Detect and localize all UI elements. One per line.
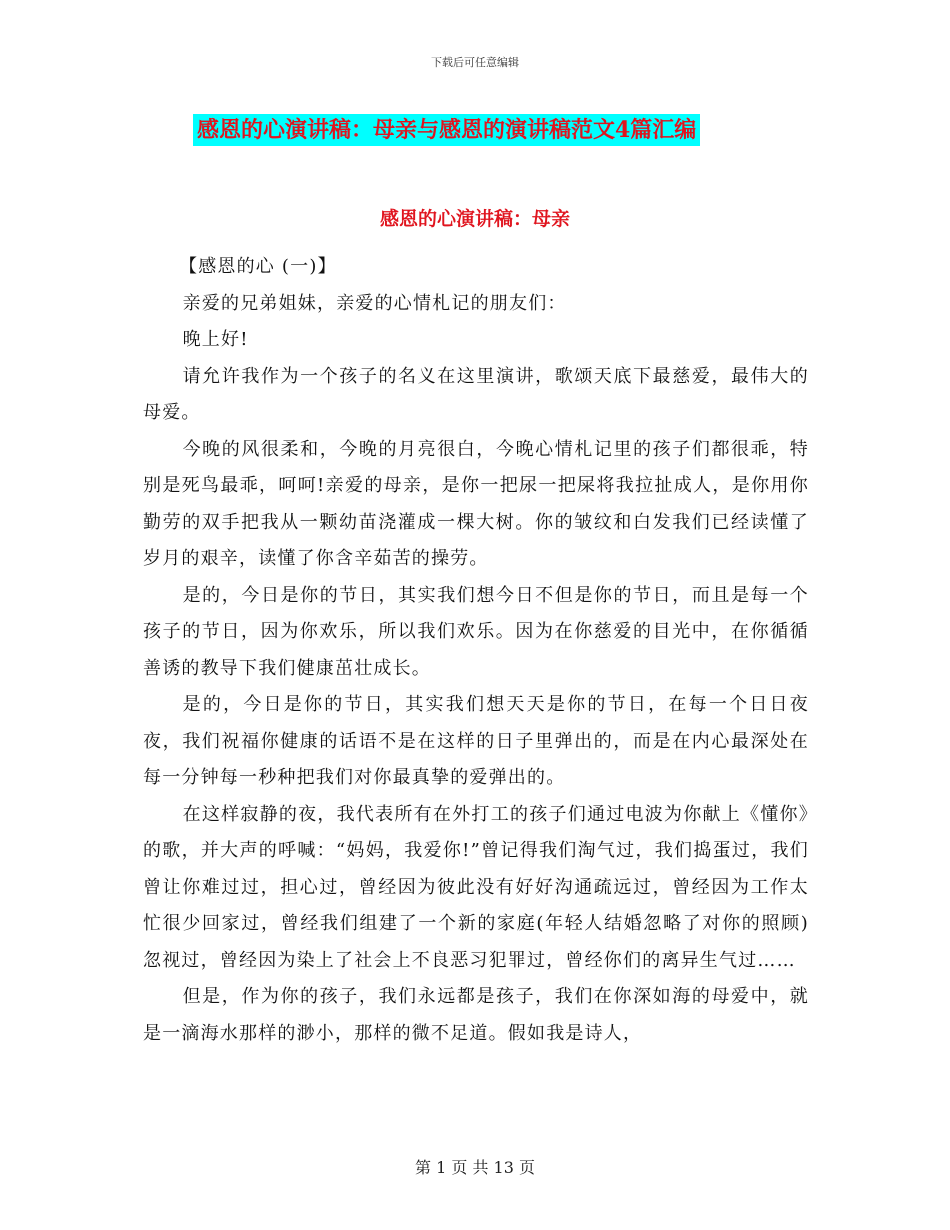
paragraph: 是的，今日是你的节日，其实我们想今日不但是你的节日，而且是每一个孩子的节日，因为你欢乐，所以我们欢乐。因为在你慈爱的目光中，在你循循善诱的教导下我们健康茁壮成长。 [143,584,809,679]
paragraph: 但是，作为你的孩子，我们永远都是孩子，我们在你深如海的母爱中，就是一滴海水那样的渺小，那样的微不足道。假如我是诗人， [143,986,809,1044]
paragraph: 在这样寂静的夜，我代表所有在外打工的孩子们通过电波为你献上《懂你》的歌，并大声的呼喊：“妈妈，我爱你!”曾记得我们淘气过，我们捣蛋过，我们曾让你难过过，担心过，曾经因为彼此没有好好沟通疏远过，曾经因为工作太忙很少回家过，曾经我们组建了一个新的家庭(年轻人结婚忽略了对你的照顾)忽视过，曾经因为染上了社会上不良恶习犯罪过，曾经你们的离异生气过…… [143,803,809,971]
header-note: 下载后可任意编辑 [431,56,519,69]
paragraph: 请允许我作为一个孩子的名义在这里演讲，歌颂天底下最慈爱，最伟大的母爱。 [143,365,809,423]
section-label: 【感恩的心 (一)】 [179,256,337,277]
paragraph: 晚上好! [182,329,249,350]
paragraph: 今晚的风很柔和，今晚的月亮很白，今晚心情札记里的孩子们都很乖，特别是死鸟最乖，呵呵!亲爱的母亲，是你一把尿一把屎将我拉扯成人，是你用你勤劳的双手把我从一颗幼苗浇灌成一棵大树。你的皱纹和白发我们已经读懂了岁月的艰辛，读懂了你含辛茹苦的操劳。 [143,438,809,569]
paragraph: 亲爱的兄弟姐妹，亲爱的心情札记的朋友们： [182,292,567,314]
paragraph: 是的，今日是你的节日，其实我们想天天是你的节日，在每一个日日夜夜，我们祝福你健康的话语不是在这样的日子里弹出的，而是在内心最深处在每一分钟每一秒种把我们对你最真挚的爱弹出的。 [143,694,809,788]
page-footer: 第 1 页 共 13 页 [415,1158,535,1177]
body-text [143,249,809,1052]
sub-title: 感恩的心演讲稿：母亲 [379,208,570,230]
main-title: 感恩的心演讲稿：母亲与感恩的演讲稿范文4篇汇编 [193,114,700,146]
